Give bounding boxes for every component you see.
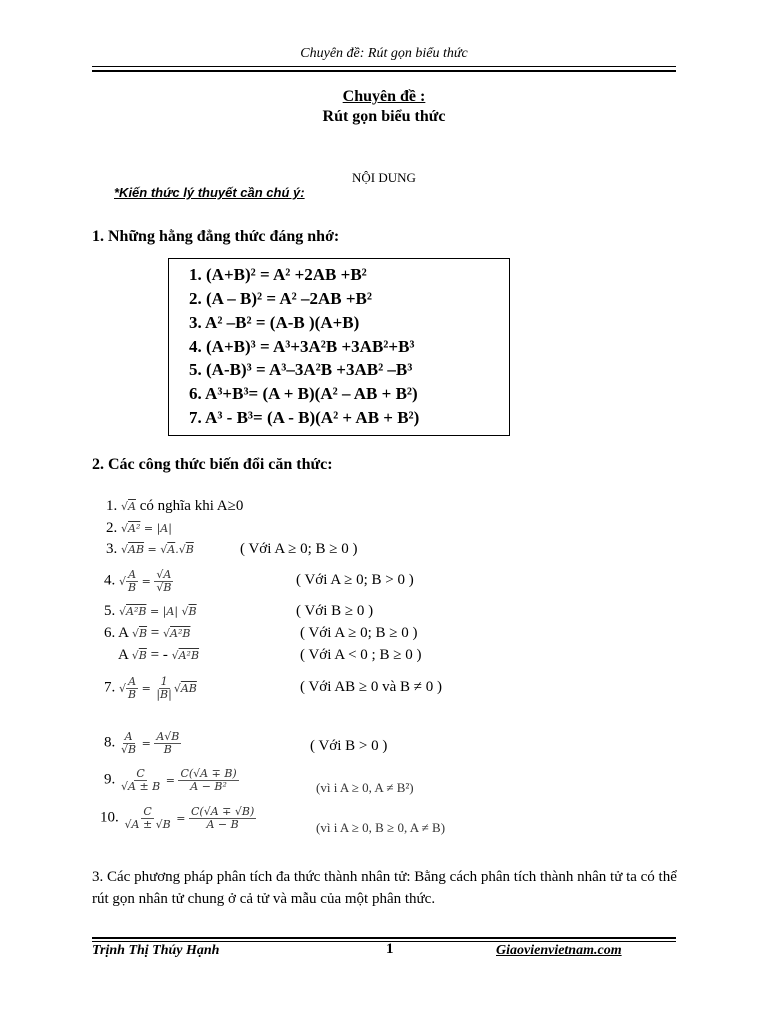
rationalize-expr: $\frac{A}{√B}$ = $\frac{A√B}{B}$ xyxy=(121,730,180,756)
conjugate-expr-10: $\frac{C}{√A \pm √B}$ = $\frac{C(√A \mp √B)}{A - B}$ xyxy=(124,805,255,831)
identity-7: 7. A³ - B³= (A - B)(A² + AB + B²) xyxy=(189,408,420,427)
footer-site-link[interactable]: Giaovienvietnam.com xyxy=(496,943,622,958)
header-rule-thick xyxy=(92,70,676,72)
running-header: Chuyên đề: Rút gọn biểu thức xyxy=(300,46,468,61)
formula-8 xyxy=(104,731,181,756)
formula-8-condition: ( Với B > 0 ) xyxy=(310,738,388,754)
formula-1-text: có nghĩa khi A≥0 xyxy=(139,498,244,514)
formula-6-condition: ( Với A ≥ 0; B ≥ 0 ) xyxy=(300,625,418,641)
formula-3-condition: ( Với A ≥ 0; B ≥ 0 ) xyxy=(240,541,358,557)
formula-number: 5. xyxy=(104,603,116,619)
formula-number: 9. xyxy=(104,771,116,788)
formula-10-condition: (vì i A ≥ 0, B ≥ 0, A ≠ B) xyxy=(316,820,446,835)
formula-2 xyxy=(106,520,172,537)
formula-number: 3. xyxy=(106,541,118,557)
sqrt-ratio-expr: √ $\frac{A}{B}$ = $\frac{1}{|B|}$ √AB xyxy=(119,675,197,701)
header-rule xyxy=(92,66,676,67)
formula-5-condition: ( Với B ≥ 0 ) xyxy=(296,603,374,619)
section2-heading: 2. Các công thức biến đổi căn thức: xyxy=(92,456,333,473)
formula-number: 8. xyxy=(104,734,116,751)
formula-4-condition: ( Với A ≥ 0; B > 0 ) xyxy=(296,572,414,588)
formula-5 xyxy=(104,603,197,620)
formula-1 xyxy=(106,498,243,515)
conjugate-expr-9: $\frac{C}{√A \pm B}$ = $\frac{C(√A \mp B)}{\text{A − B²}}$ xyxy=(121,767,237,793)
identity-3: 3. A² –B² = (A-B )(A+B) xyxy=(189,313,360,332)
footer-author: Trịnh Thị Thúy Hạnh xyxy=(92,943,220,958)
sqrt-quotient-expr: √ $\frac{A}{B}$ = $\frac{√A}{√B}$ xyxy=(119,568,172,594)
identities-box xyxy=(168,258,510,436)
sqrt-a2b-expr: √A²B xyxy=(163,627,191,640)
formula-number: 2. xyxy=(106,520,118,536)
doc-title-line1: Chuyên đề : xyxy=(342,88,426,105)
formula-7-condition: ( Với AB ≥ 0 và B ≠ 0 ) xyxy=(300,679,443,695)
identity-4: 4. (A+B)³ = A³+3A²B +3AB²+B³ xyxy=(189,337,415,356)
sqrt-a-expr: √A xyxy=(121,500,136,513)
page-number: 1 xyxy=(386,941,394,957)
formula-7 xyxy=(104,676,197,701)
footer-rule xyxy=(92,941,676,942)
sqrt-a2b-expr: √A²B = |A| √B xyxy=(119,605,197,618)
identity-2: 2. (A – B)² = A² –2AB +B² xyxy=(189,289,372,308)
formula-6b: A √B = - √A²B xyxy=(118,647,200,663)
formula-6b-condition: ( Với A < 0 ; B ≥ 0 ) xyxy=(300,647,422,663)
identity-5: 5. (A-B)³ = A³–3A²B +3AB² –B³ xyxy=(189,360,413,379)
formula-number: 4. xyxy=(104,572,116,589)
section3-paragraph: 3. Các phương pháp phân tích đa thức thành nhân tử: Bằng cách phân tích thành nhân tử ta có thể rút gọn nhân tử chung ở cả tử và mẫu của một phân thức. xyxy=(92,869,677,907)
formula-3 xyxy=(106,541,194,558)
sqrt-a2b-expr: √A²B xyxy=(171,649,200,662)
section1-heading: 1. Những hằng đẳng thức đáng nhớ: xyxy=(92,228,340,245)
doc-title-line2: Rút gọn biểu thức xyxy=(322,108,446,125)
sqrt-product-expr: √AB = √A.√B xyxy=(121,543,194,556)
formula-number: 1. xyxy=(106,498,118,514)
formula-4 xyxy=(104,569,173,594)
formula-10 xyxy=(100,806,256,831)
identity-6: 6. A³+B³= (A + B)(A² – AB + B²) xyxy=(189,384,418,403)
theory-label: *Kiến thức lý thuyết cần chú ý: xyxy=(114,185,305,200)
formula-number: 6. A xyxy=(104,625,129,641)
formula-number: A xyxy=(118,647,129,663)
formula-9 xyxy=(104,768,239,793)
footer-rule-thick xyxy=(92,937,676,939)
content-label: NỘI DUNG xyxy=(352,170,416,185)
formula-number: 7. xyxy=(104,679,116,696)
identity-1: 1. (A+B)² = A² +2AB +B² xyxy=(189,265,367,284)
formula-9-condition: (vì i A ≥ 0, A ≠ B²) xyxy=(316,780,414,795)
formula-6: 6. A √B = √A²B xyxy=(104,625,191,641)
formula-number: 10. xyxy=(100,809,119,826)
sqrt-a-squared-expr: √A² = |A| xyxy=(121,522,172,535)
